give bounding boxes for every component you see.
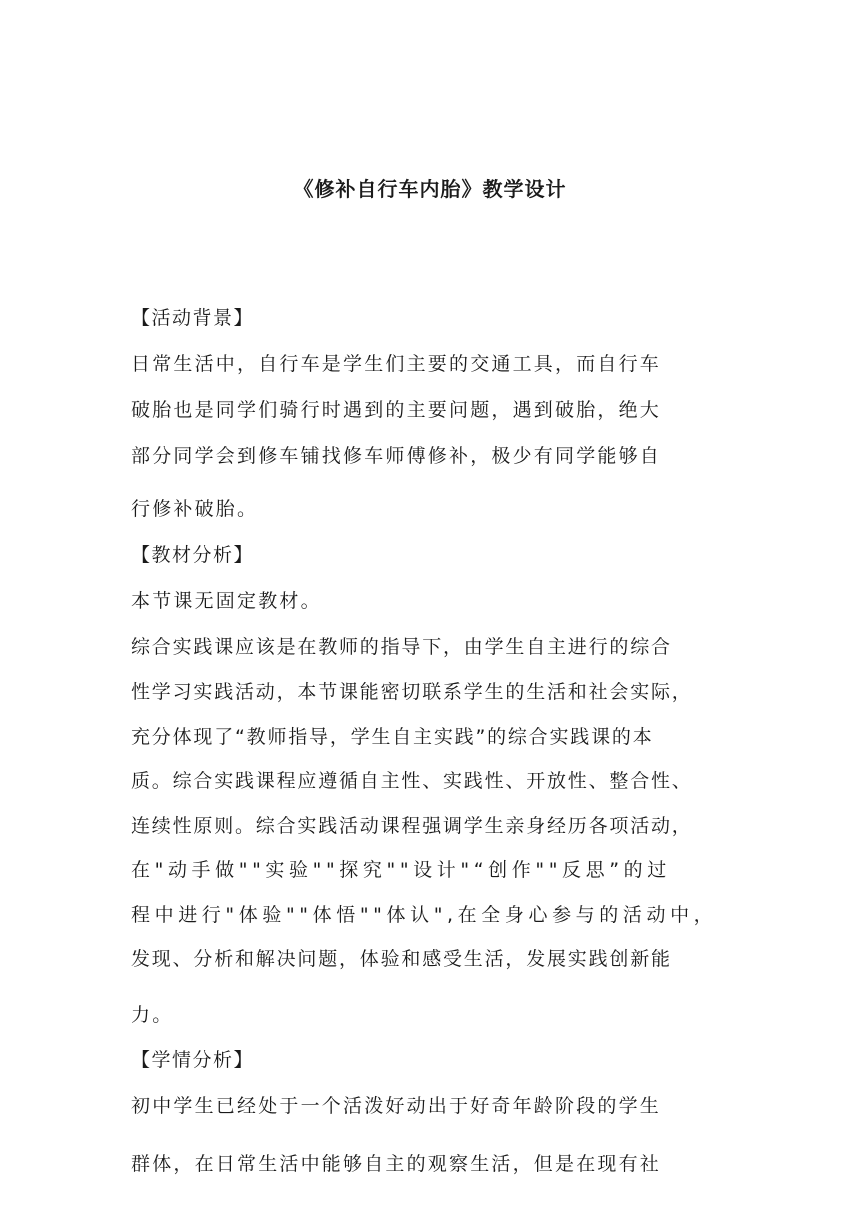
- paragraph-line: 部分同学会到修车铺找修车师傅修补，极少有同学能够自: [131, 445, 662, 467]
- document-title: 《修补自行车内胎》教学设计: [293, 177, 567, 201]
- paragraph-line: 本节课无固定教材。: [131, 590, 322, 612]
- section-heading-background: 【活动背景】: [131, 307, 255, 329]
- paragraph-line: 综合实践课应该是在教师的指导下，由学生自主进行的综合: [131, 636, 672, 658]
- paragraph-line: 发现、分析和解决问题，体验和感受生活，发展实践创新能: [131, 948, 672, 970]
- paragraph-line: 在"动手做""实验""探究""设计"“创作""反思”的过: [131, 859, 671, 881]
- paragraph-line: 充分体现了“教师指导，学生自主实践”的综合实践课的本: [131, 726, 654, 748]
- paragraph-line: 初中学生已经处于一个活泼好动出于好奇年龄阶段的学生: [131, 1095, 662, 1117]
- paragraph-line: 破胎也是同学们骑行时遇到的主要问题，遇到破胎，绝大: [131, 399, 662, 421]
- paragraph-line: 群体，在日常生活中能够自主的观察生活，但是在现有社: [131, 1153, 662, 1175]
- paragraph-line: 程中进行"体验""体悟""体认",在全身心参与的活动中，: [131, 904, 718, 926]
- paragraph-line: 性学习实践活动，本节课能密切联系学生的生活和社会实际，: [131, 681, 693, 703]
- paragraph-line: 质。综合实践课程应遵循自主性、实践性、开放性、整合性、: [131, 770, 693, 792]
- paragraph-line: 连续性原则。综合实践活动课程强调学生亲身经历各项活动，: [131, 815, 693, 837]
- paragraph-line: 力。: [131, 1004, 174, 1026]
- section-heading-materials: 【教材分析】: [131, 544, 255, 566]
- section-heading-learners: 【学情分析】: [131, 1049, 255, 1071]
- paragraph-line: 行修补破胎。: [131, 498, 259, 520]
- paragraph-line: 日常生活中，自行车是学生们主要的交通工具，而自行车: [131, 353, 662, 375]
